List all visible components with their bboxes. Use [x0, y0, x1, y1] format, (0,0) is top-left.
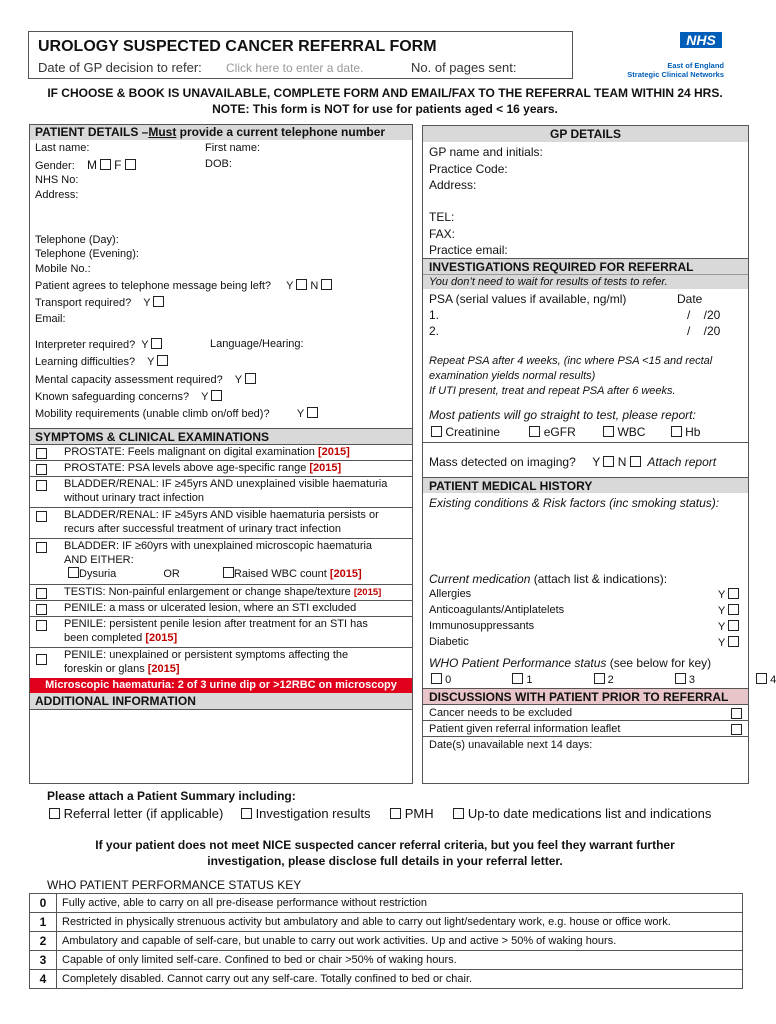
practice-email-field[interactable]: Practice email:: [429, 243, 508, 257]
gender-m-checkbox[interactable]: [100, 159, 111, 170]
attach-heading: Please attach a Patient Summary including:: [47, 789, 296, 803]
hb-checkbox[interactable]: [671, 426, 682, 437]
raised-wbc-checkbox[interactable]: [223, 567, 234, 578]
who-key-row: 2 Ambulatory and capable of self-care, but unable to carry out work activities. Up and active > 50% of waking hours.: [30, 932, 743, 951]
patient-address-field[interactable]: Address:: [35, 189, 79, 201]
pmh-checkbox[interactable]: [390, 808, 401, 819]
who-key-row: 3 Capable of only limited self-care. Confined to bed or chair >50% of waking hours.: [30, 951, 743, 970]
who-2-checkbox[interactable]: [594, 673, 605, 684]
language-hearing-field[interactable]: Language/Hearing:: [210, 338, 304, 350]
diabetic-checkbox[interactable]: [728, 636, 739, 647]
additional-info-field[interactable]: [30, 709, 412, 783]
symptom-row: PENILE: a mass or ulcerated lesion, where an STI excluded: [30, 600, 412, 617]
symptom-row: PROSTATE: PSA levels above age-specific range [2015]: [30, 460, 412, 477]
message-consent: Patient agrees to telephone message being left? Y N: [35, 279, 332, 292]
who-key-row: 1 Restricted in physically strenuous activity but ambulatory and able to carry out light/sedentary work, e.g. house or office work.: [30, 913, 743, 932]
who-key-table: [29, 893, 743, 989]
who-score-checkboxes: 0 1 2 3 4: [431, 673, 776, 686]
mass-row: Mass detected on imaging? Y N Attach report: [423, 442, 748, 477]
nhs-no-field[interactable]: NHS No:: [35, 174, 79, 186]
mobility-yes-checkbox[interactable]: [307, 407, 318, 418]
cancer-excluded-checkbox[interactable]: [731, 708, 742, 719]
anticoag-yes: Y: [718, 604, 739, 617]
last-name-field[interactable]: Last name:: [35, 142, 90, 154]
transport-yes-checkbox[interactable]: [153, 296, 164, 307]
date-input[interactable]: Click here to enter a date.: [226, 61, 364, 75]
safeguarding-yes-checkbox[interactable]: [211, 390, 222, 401]
immuno-checkbox[interactable]: [728, 620, 739, 631]
gp-name-field[interactable]: GP name and initials:: [429, 145, 543, 159]
gp-address-field[interactable]: Address:: [429, 178, 477, 192]
repeat-psa-note-1: Repeat PSA after 4 weeks, (inc where PSA <15 and rectal: [429, 355, 713, 367]
mass-no-checkbox[interactable]: [630, 456, 641, 467]
anticoag-checkbox[interactable]: [728, 604, 739, 615]
dob-field[interactable]: DOB:: [205, 158, 232, 170]
symptom-row: BLADDER: IF ≥60yrs with unexplained microscopic haematuria AND EITHER: Dysuria OR Raised WBC count [2015]: [30, 538, 412, 585]
uti-note: If UTI present, treat and repeat PSA after 6 weeks.: [429, 385, 676, 397]
form-title-box: [28, 31, 573, 79]
nice-note-line2: investigation, please disclose full details in your referral letter.: [207, 854, 563, 868]
symptom-row: PROSTATE: Feels malignant on digital examination [2015]: [30, 444, 412, 461]
practice-code-field[interactable]: Practice Code:: [429, 162, 508, 176]
gp-fax-field[interactable]: FAX:: [429, 227, 456, 241]
mental-yes-checkbox[interactable]: [245, 373, 256, 384]
creatinine-checkbox[interactable]: [431, 426, 442, 437]
symptom-checkbox[interactable]: [36, 542, 47, 553]
mental-capacity: Mental capacity assessment required? Y: [35, 373, 256, 386]
allergies-checkbox[interactable]: [728, 588, 739, 599]
gp-tel-field[interactable]: TEL:: [429, 210, 455, 224]
nice-note-line1: If your patient does not meet NICE suspected cancer referral criteria, but you feel they warrant further: [95, 838, 675, 852]
notice-line1: IF CHOOSE & BOOK IS UNAVAILABLE, COMPLETE FORM AND EMAIL/FAX TO THE REFERRAL TEAM WITHIN 24 HRS.: [47, 86, 723, 100]
current-medication-label: Current medication (attach list & indications):: [429, 572, 668, 586]
symptom-row: PENILE: unexplained or persistent symptoms affecting the foreskin or glans [2015]: [30, 647, 412, 679]
leaflet-row: Patient given referral information leaflet: [423, 720, 748, 736]
medications-list-checkbox[interactable]: [453, 808, 464, 819]
patient-email-field[interactable]: Email:: [35, 313, 66, 325]
psa-value-1[interactable]: 1.: [429, 308, 440, 322]
allergies-yes: Y: [718, 588, 739, 601]
symptom-row: PENILE: persistent penile lesion after treatment for an STI has been completed [2015]: [30, 616, 412, 648]
date-label: Date of GP decision to refer:: [38, 60, 202, 75]
microscopic-haematuria-banner: Microscopic haematuria: 2 of 3 urine dip or >12RBC on microscopy: [30, 678, 412, 693]
psa-date-2[interactable]: / /20: [687, 324, 721, 338]
cancer-excluded-row: Cancer needs to be excluded: [423, 704, 748, 720]
who-3-checkbox[interactable]: [675, 673, 686, 684]
learning-yes-checkbox[interactable]: [157, 355, 168, 366]
mass-yes-checkbox[interactable]: [603, 456, 614, 467]
investigations-heading: INVESTIGATIONS REQUIRED FOR REFERRAL: [423, 258, 748, 274]
investigation-results-checkbox[interactable]: [241, 808, 252, 819]
gp-details-heading: GP DETAILS: [423, 126, 748, 142]
leaflet-checkbox[interactable]: [731, 724, 742, 735]
investigations-subheading: You don’t need to wait for results of tests to refer.: [423, 274, 748, 289]
notice-line2: NOTE: This form is NOT for use for patients aged < 16 years.: [212, 102, 558, 116]
referral-letter-checkbox[interactable]: [49, 808, 60, 819]
symptom-checkbox[interactable]: [36, 588, 47, 599]
symptom-row: BLADDER/RENAL: IF ≥45yrs AND unexplained visible haematuria without urinary tract infection: [30, 476, 412, 508]
nhs-logo: NHS: [680, 32, 722, 48]
tests-checkboxes: Creatinine eGFR WBC Hb: [431, 425, 700, 439]
symptom-checkbox[interactable]: [36, 464, 47, 475]
symptom-checkbox[interactable]: [36, 511, 47, 522]
who-0-checkbox[interactable]: [431, 673, 442, 684]
form-title: UROLOGY SUSPECTED CANCER REFERRAL FORM: [38, 38, 437, 55]
tel-evening-field[interactable]: Telephone (Evening):: [35, 248, 139, 260]
mobility: Mobility requirements (unable climb on/off bed)? Y: [35, 407, 318, 420]
psa-date-label: Date: [677, 292, 703, 306]
most-patients-note: Most patients will go straight to test, please report:: [429, 408, 696, 422]
psa-date-1[interactable]: / /20: [687, 308, 721, 322]
mobile-field[interactable]: Mobile No.:: [35, 263, 91, 275]
discussions-heading: DISCUSSIONS WITH PATIENT PRIOR TO REFERRAL: [423, 688, 748, 704]
who-key-row: 0 Fully active, able to carry on all pre-disease performance without restriction: [30, 894, 743, 913]
wbc-checkbox[interactable]: [603, 426, 614, 437]
symptom-row: TESTIS: Non-painful enlargement or change shape/texture [2015]: [30, 584, 412, 601]
repeat-psa-note-2: examination yields normal results): [429, 370, 596, 382]
symptom-checkbox[interactable]: [36, 604, 47, 615]
patient-details-heading: PATIENT DETAILS –Must provide a current telephone number: [30, 125, 412, 140]
diabetic-yes: Y: [718, 636, 739, 649]
diabetic-label: Diabetic: [429, 636, 469, 648]
transport-required: Transport required? Y: [35, 296, 164, 309]
symptom-checkbox[interactable]: [36, 654, 47, 665]
medical-history-heading: PATIENT MEDICAL HISTORY: [423, 477, 748, 493]
tel-day-field[interactable]: Telephone (Day):: [35, 234, 119, 246]
gender-f-checkbox[interactable]: [125, 159, 136, 170]
anticoag-label: Anticoagulants/Antiplatelets: [429, 604, 565, 616]
allergies-label: Allergies: [429, 588, 472, 600]
who-key-row: 4 Completely disabled. Cannot carry out any self-care. Totally confined to bed or chair.: [30, 970, 743, 989]
who-status-label: WHO Patient Performance status (see below for key): [429, 656, 712, 670]
org-name-line2: Strategic Clinical Networks: [627, 70, 724, 79]
who-1-checkbox[interactable]: [512, 673, 523, 684]
who-key-heading: WHO PATIENT PERFORMANCE STATUS KEY: [47, 878, 302, 892]
symptom-checkbox[interactable]: [36, 480, 47, 491]
interpreter-required: Interpreter required? Y: [35, 338, 162, 351]
psa-label: PSA (serial values if available, ng/ml): [429, 292, 627, 306]
dysuria-checkbox[interactable]: [68, 567, 79, 578]
egfr-checkbox[interactable]: [529, 426, 540, 437]
immuno-label: Immunosuppressants: [429, 620, 535, 632]
safeguarding: Known safeguarding concerns? Y: [35, 390, 222, 403]
org-name-line1: East of England: [667, 61, 724, 70]
symptom-checkbox[interactable]: [36, 448, 47, 459]
existing-conditions-field[interactable]: Existing conditions & Risk factors (inc smoking status):: [429, 496, 720, 510]
interpreter-yes-checkbox[interactable]: [151, 338, 162, 349]
message-yes-checkbox[interactable]: [296, 279, 307, 290]
additional-info-heading: ADDITIONAL INFORMATION: [30, 693, 412, 709]
symptom-row: BLADDER/RENAL: IF ≥45yrs AND visible haematuria persists or recurs after successful treatment of urinary tract infection: [30, 507, 412, 539]
message-no-checkbox[interactable]: [321, 279, 332, 290]
symptom-checkbox[interactable]: [36, 620, 47, 631]
first-name-field[interactable]: First name:: [205, 142, 261, 154]
dates-unavailable-field[interactable]: Date(s) unavailable next 14 days:: [423, 736, 748, 783]
who-4-checkbox[interactable]: [756, 673, 767, 684]
gender-field: Gender: M F: [35, 158, 136, 172]
attach-items: Referral letter (if applicable) Investigation results PMH Up-to date medications list and indications: [49, 806, 711, 821]
learning-difficulties: Learning difficulties? Y: [35, 355, 168, 368]
pages-sent-label: No. of pages sent:: [411, 60, 517, 75]
symptoms-heading: SYMPTOMS & CLINICAL EXAMINATIONS: [30, 428, 412, 444]
immuno-yes: Y: [718, 620, 739, 633]
psa-value-2[interactable]: 2.: [429, 324, 440, 338]
